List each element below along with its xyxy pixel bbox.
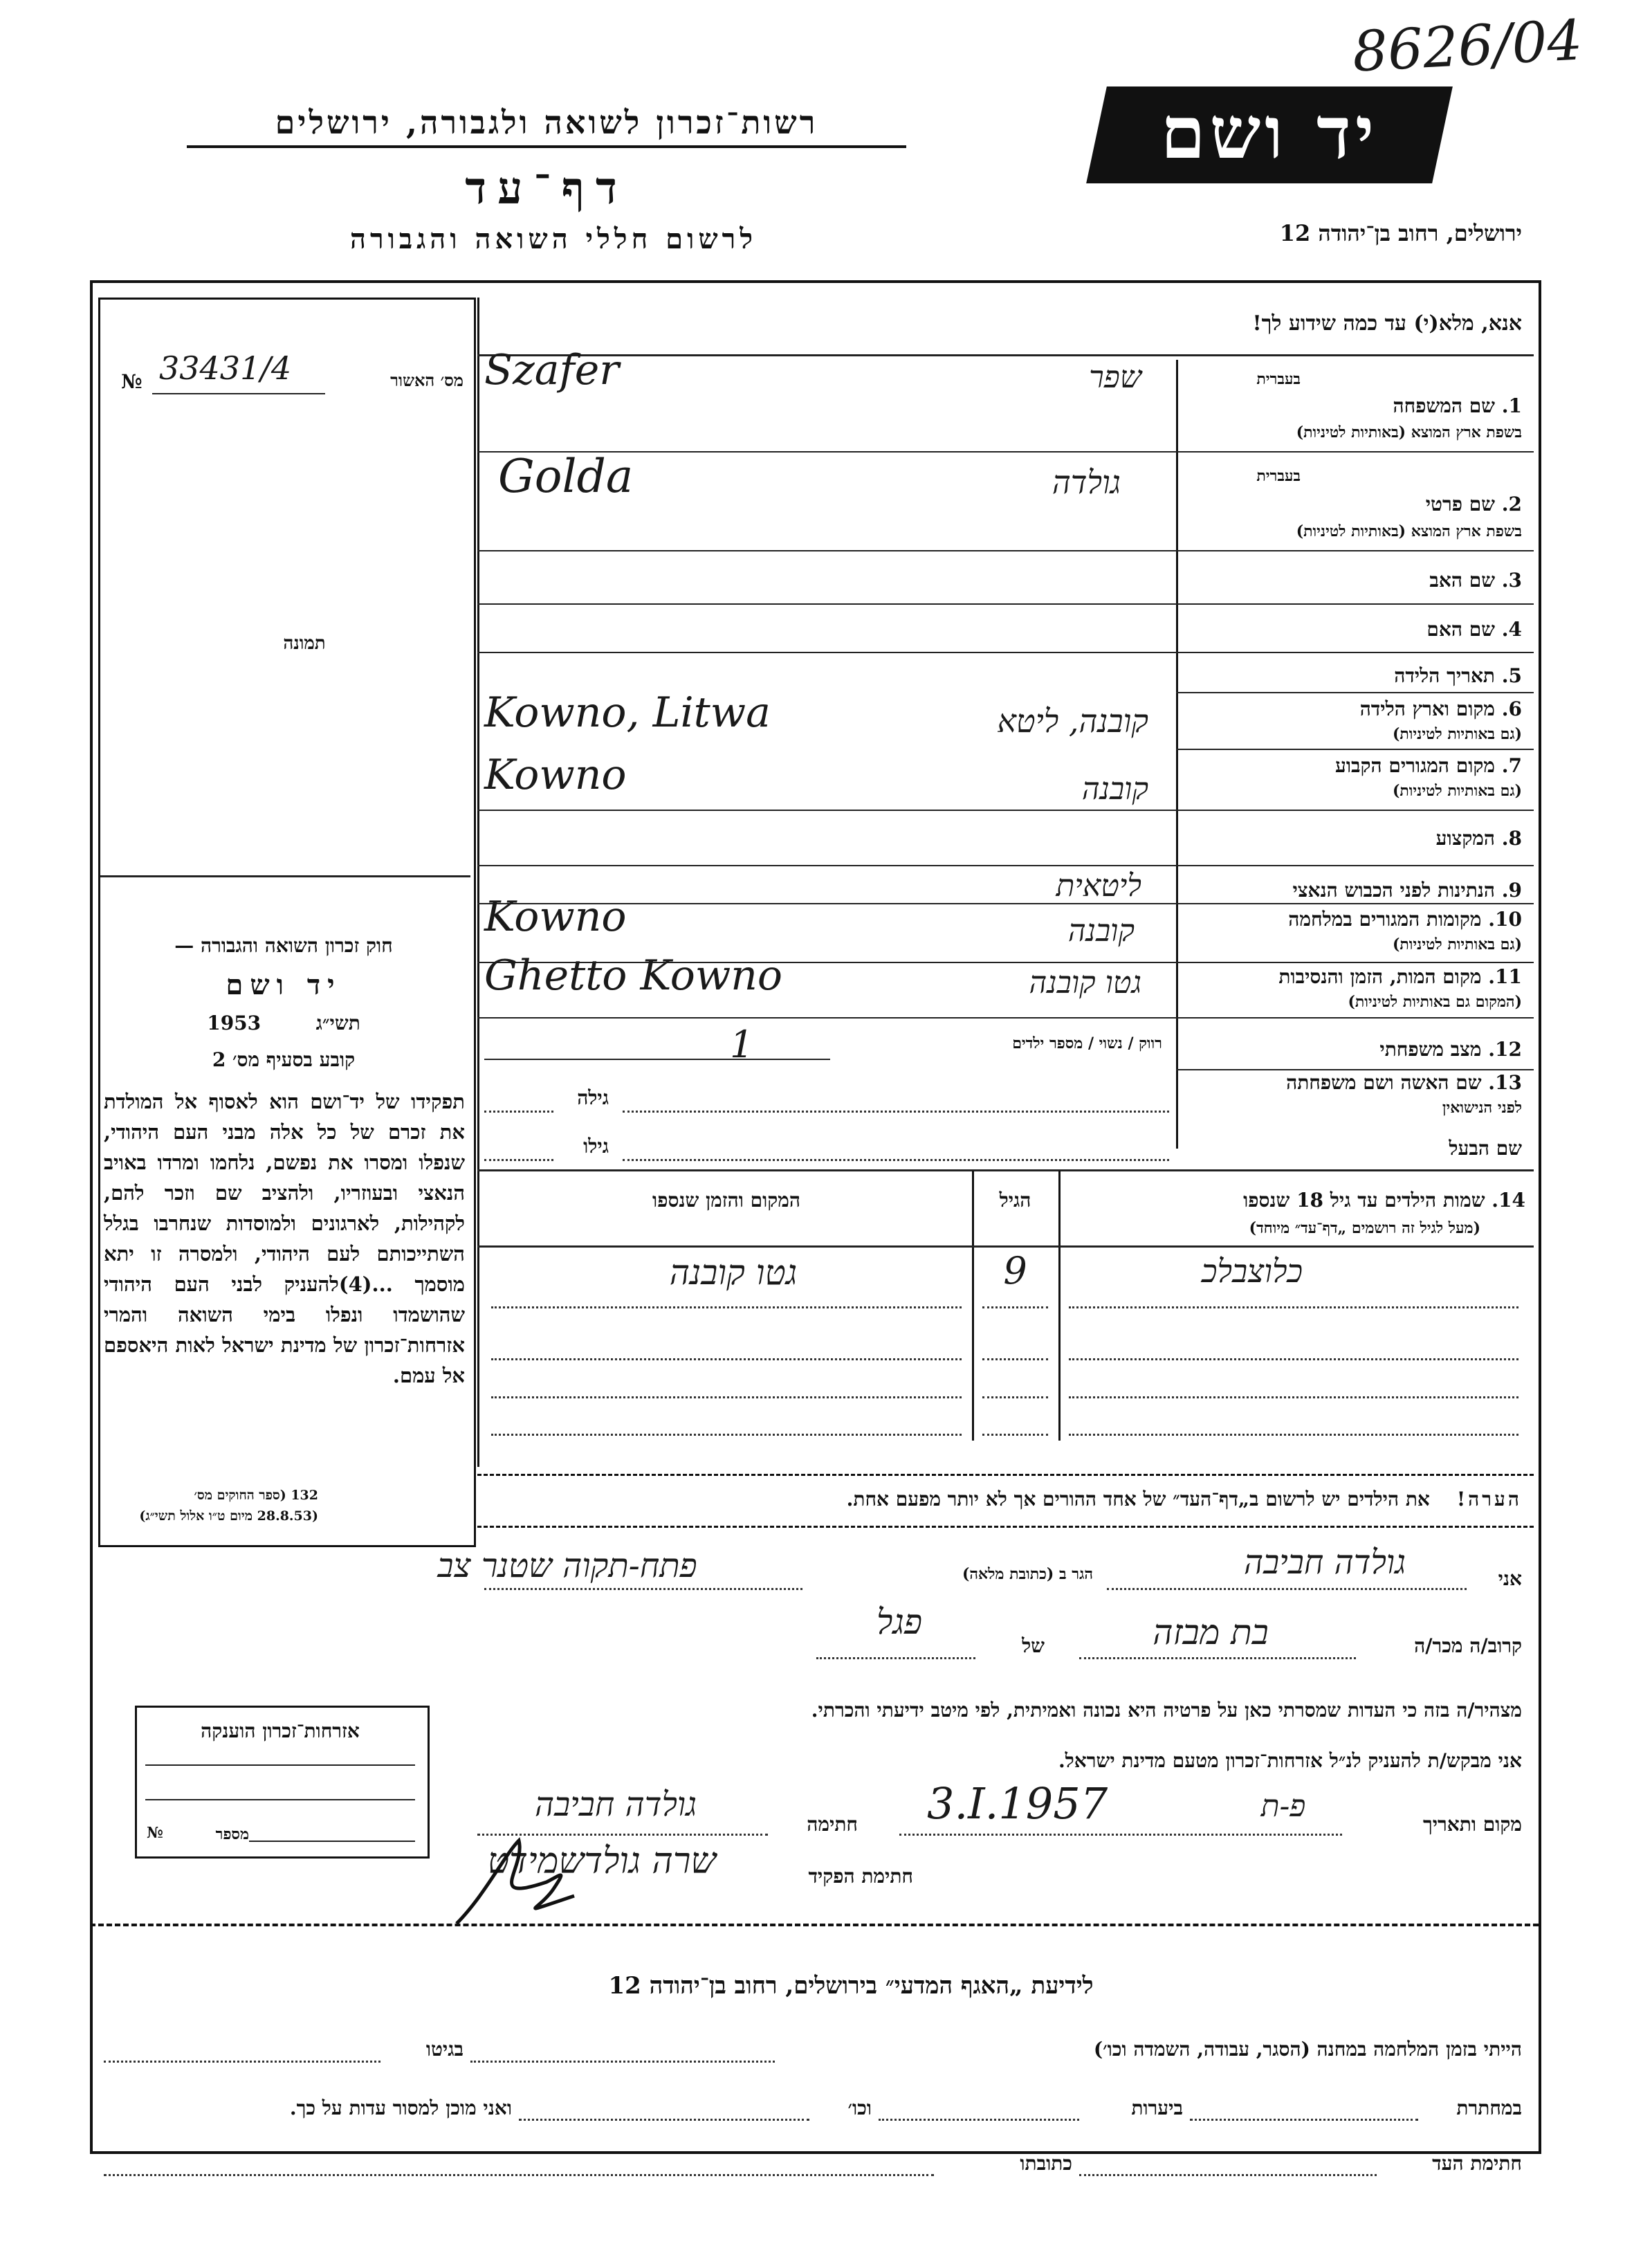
- field-13-age-label: גילה: [577, 1086, 609, 1109]
- field-8-title: המקצוע: [1435, 827, 1496, 850]
- child-row-line: [491, 1396, 962, 1398]
- photo-bottom-line: [100, 875, 470, 877]
- field-10-sub: (גם באותיות לטיניות): [1392, 935, 1522, 953]
- field-11-value-hebrew[interactable]: גטו קובנה: [1029, 965, 1141, 1001]
- field-1-value-latin[interactable]: Szafer: [484, 346, 619, 394]
- children-header-sub: (מעל לגיל זה רושמים „דף־עד״ מיוחד): [1249, 1219, 1480, 1237]
- field-2-title: שם פרטי: [1425, 493, 1496, 515]
- approval-line: [152, 393, 325, 394]
- child-row-line: [1069, 1396, 1518, 1398]
- field-13-number: 13.: [1488, 1071, 1522, 1094]
- children-title: שמות הילדים עד גיל 18 שנספו: [1243, 1189, 1485, 1212]
- footer-line1-a: הייתי בזמן המלחמה במחנה (הסגר, עבודה, השמדה וכו׳): [1093, 2038, 1522, 2061]
- field-12-title: מצב משפחתי: [1379, 1038, 1482, 1061]
- decl-relative-value[interactable]: בת מבזה: [1153, 1612, 1269, 1652]
- form-subtitle: לרשום חללי השואה והגבורה: [349, 223, 758, 255]
- field-1-hebrew-tag: בעברית: [1256, 370, 1301, 388]
- decl-relative-label: קרוב/ה מכר/ה: [1414, 1634, 1522, 1657]
- field-3-number: 3.: [1501, 569, 1522, 592]
- footer-title: לידיעת „האגף המדעי״ בירושלים, רחוב בן־יהודה 12: [608, 1972, 1094, 2000]
- field-12-rule: [1176, 1069, 1534, 1070]
- field-6-line: [1176, 749, 1534, 750]
- field-13-name-line: [623, 1111, 1169, 1113]
- field-4-title: שם האם: [1426, 618, 1496, 641]
- field-3-title: שם האב: [1429, 569, 1496, 592]
- field-12-sub: רווק / נשוי / מספר ילדים: [1012, 1034, 1162, 1052]
- decl-place-date-label: מקום ותאריך: [1422, 1813, 1522, 1836]
- cert-title: אזרחות־זכרון הוענקה: [201, 1719, 360, 1742]
- decl-place-date-line: [899, 1834, 1342, 1836]
- form-title: דף־עד: [465, 163, 628, 214]
- decl-line-1: מצהיר/ה בזה כי העדות שמסרתי כאן על פרטיה היא נכונה ואמיתית, לפי מיטב ידיעתי והכרתי.: [811, 1699, 1522, 1722]
- child-row-line: [491, 1358, 962, 1360]
- intro-line: [477, 354, 1534, 356]
- field-8-line: [477, 865, 1534, 866]
- photo-label: תמונה: [283, 633, 326, 654]
- decl-of-label: של: [1022, 1634, 1045, 1657]
- field-4-number: 4.: [1501, 618, 1522, 641]
- law-reference-1: 132 (ספר החוקים מס׳: [194, 1488, 318, 1503]
- law-year-hebrew: תשי״ג: [315, 1012, 360, 1034]
- field-10-value-latin[interactable]: Kowno: [484, 893, 627, 941]
- note-text: את הילדים יש לרשום ב„דף־העד״ של אחד ההורים אך לא יותר מפעם אחת.: [846, 1488, 1430, 1510]
- field-11-sub: (המקום גם באותיות לטיניות): [1348, 993, 1522, 1011]
- field-12-value[interactable]: 1: [730, 1023, 754, 1066]
- husband-label: שם הבעל: [1449, 1137, 1522, 1160]
- footer-line3-fill-a: [1079, 2174, 1377, 2176]
- footer-divider: [90, 1924, 1539, 1926]
- cert-number-line: [249, 1841, 415, 1842]
- field-11-title: מקום המות, הזמן והנסיבות: [1278, 965, 1482, 988]
- children-header: [1065, 1189, 1525, 1212]
- cert-line: [145, 1764, 415, 1766]
- decl-clerk-value[interactable]: שרה גולדשמידט: [487, 1841, 717, 1882]
- field-10-label: [1183, 908, 1522, 931]
- field-9-value-hebrew[interactable]: ליטאית: [1056, 868, 1141, 904]
- husband-name-line: [623, 1159, 1169, 1161]
- field-1-sub: בשפת ארץ המוצא (באותיות לטיניות): [1296, 423, 1522, 441]
- field-11-line: [477, 1017, 1534, 1019]
- approval-no-sign: №: [121, 370, 143, 393]
- field-12-number: 12.: [1488, 1038, 1522, 1061]
- decl-resides-label: הגר ב (כתובת מלאה): [962, 1565, 1093, 1583]
- decl-resides-value[interactable]: פתח-תקוה שטנר צב: [437, 1546, 697, 1585]
- footer-line2-b: ביערות: [1131, 2097, 1183, 2119]
- decl-date-value[interactable]: 3.I.1957: [927, 1778, 1108, 1829]
- children-number: 14.: [1492, 1189, 1525, 1212]
- document-number: 8626/04: [1350, 8, 1584, 84]
- child-row-line: [491, 1306, 962, 1308]
- field-8-label: [1183, 827, 1522, 850]
- decl-i-label: אני: [1498, 1567, 1522, 1590]
- children-col-divider-1: [972, 1171, 974, 1441]
- field-7-value-latin[interactable]: Kowno: [484, 751, 627, 799]
- field-2-value-latin[interactable]: Golda: [498, 450, 634, 503]
- field-5-label: [1183, 664, 1522, 688]
- field-9-title: הנתינות לפני הכבוש הנאצי: [1292, 879, 1496, 902]
- field-2-line: [477, 550, 1534, 551]
- footer-line3-a: חתימת העד: [1432, 2152, 1522, 2175]
- husband-age-label: גילו: [583, 1135, 609, 1158]
- field-12-line: [484, 1059, 830, 1060]
- decl-of-value[interactable]: פגל: [876, 1602, 923, 1642]
- field-6-value-hebrew[interactable]: קובנה, ליטא: [997, 702, 1148, 740]
- footer-line2-fill-a: [1190, 2119, 1418, 2121]
- field-13-label: [1183, 1071, 1522, 1095]
- footer-line1-fill: [470, 2061, 775, 2063]
- field-6-number: 6.: [1501, 697, 1522, 720]
- field-3-line: [477, 603, 1534, 605]
- approval-label: מס׳ האשור: [390, 370, 464, 390]
- decl-i-value[interactable]: גולדה חביבה: [1243, 1543, 1406, 1582]
- cert-number-label: מספר: [215, 1825, 249, 1843]
- field-7-label: [1183, 754, 1522, 778]
- decl-signature-value[interactable]: גולדה חביבה: [534, 1785, 697, 1824]
- law-clause: קובע בסעיף מס׳ 2: [212, 1048, 356, 1071]
- child-place[interactable]: גטו קובנה: [669, 1252, 798, 1293]
- cert-number-sign: №: [147, 1824, 163, 1842]
- field-5-number: 5.: [1501, 664, 1522, 687]
- footer-line1-fill-2: [104, 2061, 380, 2063]
- field-11-number: 11.: [1488, 965, 1522, 988]
- child-row-line: [1069, 1358, 1518, 1360]
- field-1-label: [1183, 394, 1522, 418]
- law-reference-2: (28.8.53 מיום ט״ו אלול תשי״ג): [139, 1508, 318, 1524]
- field-2-number: 2.: [1501, 493, 1522, 515]
- field-1-value-hebrew[interactable]: שפר: [1089, 360, 1141, 395]
- note-top-line: [477, 1474, 1534, 1476]
- field-6-label: [1183, 697, 1522, 721]
- children-age-col: הגיל: [999, 1189, 1031, 1212]
- decl-relative-line: [1079, 1657, 1356, 1659]
- logo-text: יד ושם: [1160, 90, 1379, 175]
- footer-line3-b: כתובתו: [1020, 2152, 1072, 2175]
- law-year: [104, 1012, 464, 1035]
- field-11-label: [1183, 965, 1522, 989]
- field-6-value-latin[interactable]: Kowno, Litwa: [484, 688, 771, 737]
- field-2-hebrew-tag: בעברית: [1256, 467, 1301, 485]
- field-1-line: [477, 451, 1534, 453]
- field-6-sub: (גם באותיות לטיניות): [1392, 725, 1522, 743]
- note-label: הערה!: [1456, 1488, 1522, 1510]
- form-divider-labels: [1176, 360, 1178, 1149]
- child-age[interactable]: 9: [1003, 1249, 1027, 1293]
- address: ירושלים, רחוב בן־יהודה 12: [1279, 220, 1522, 246]
- field-10-title: מקומות המגורים במלחמה: [1288, 908, 1482, 931]
- decl-signature-label: חתימה: [807, 1813, 858, 1836]
- decl-line-2: אני מבקש/ת להעניק לנ״ל אזרחות־זכרון מטעם מדינת ישראל.: [1058, 1749, 1522, 1772]
- field-11-value-latin[interactable]: Ghetto Kowno: [484, 951, 782, 1000]
- note-bottom-line: [477, 1526, 1534, 1528]
- child-row-line: [982, 1434, 1048, 1436]
- footer-line2-fill-c: [519, 2119, 809, 2121]
- field-12-label: [1183, 1038, 1522, 1061]
- child-row-line: [982, 1306, 1048, 1308]
- field-10-value-hebrew[interactable]: קובנה: [1067, 913, 1135, 949]
- child-name[interactable]: כלוצבלכ: [1201, 1252, 1303, 1290]
- field-9-label: [1183, 879, 1522, 902]
- clerk-signature-scribble: [443, 1827, 581, 1937]
- field-10-number: 10.: [1488, 908, 1522, 931]
- decl-i-line: [1107, 1588, 1467, 1590]
- field-1-title: שם המשפחה: [1393, 394, 1496, 417]
- field-2-sub: בשפת ארץ המוצא (באותיות לטיניות): [1296, 522, 1522, 540]
- field-5-line: [1176, 692, 1534, 693]
- cert-line: [145, 1799, 415, 1800]
- child-row-line: [1069, 1434, 1518, 1436]
- field-2-value-hebrew[interactable]: גולדה: [1052, 464, 1121, 501]
- child-row-line: [491, 1434, 962, 1436]
- child-row-line: [982, 1396, 1048, 1398]
- authority-name: רשות־זכרון לשואה ולגבורה, ירושלים: [187, 104, 906, 148]
- field-7-value-hebrew[interactable]: קובנה: [1081, 772, 1148, 807]
- law-title: חוק זכרון השואה והגבורה —: [174, 934, 393, 957]
- law-year-number: 1953: [207, 1012, 261, 1034]
- field-13-age-line: [484, 1111, 553, 1113]
- field-8-number: 8.: [1501, 827, 1522, 850]
- field-13-title: שם האשה ושם משפחתה: [1286, 1071, 1482, 1094]
- field-3-label: [1183, 569, 1522, 592]
- decl-resides-line: [484, 1588, 802, 1590]
- field-7-number: 7.: [1501, 754, 1522, 777]
- law-logo: יד ושם: [226, 969, 342, 1001]
- intro-text: אנא, מלא(י) עד כמה שידוע לך!: [1252, 311, 1522, 336]
- child-row-line: [982, 1358, 1048, 1360]
- children-header-line: [477, 1245, 1534, 1248]
- footer-line2-c: וכו׳: [847, 2097, 872, 2119]
- decl-place-value[interactable]: פ-ת: [1260, 1789, 1306, 1824]
- field-13-sub: לפני הנישואין: [1442, 1099, 1522, 1117]
- field-7-title: מקום המגורים הקבוע: [1335, 754, 1496, 777]
- field-4-line: [477, 652, 1534, 653]
- field-6-title: מקום וארץ הלידה: [1359, 697, 1496, 720]
- footer-line2-fill-b: [879, 2119, 1079, 2121]
- footer-line2-d: ואני מוכן למסור עדות על כך.: [289, 2097, 512, 2119]
- field-5-title: תאריך הלידה: [1394, 664, 1496, 687]
- approval-number: 33431/4: [159, 349, 292, 387]
- decl-clerk-label: חתימת הפקיד: [808, 1865, 913, 1888]
- field-2-label: [1183, 493, 1522, 516]
- husband-age-line: [484, 1159, 553, 1161]
- footer-line1-b: בגיטו: [425, 2038, 464, 2061]
- children-col-divider-2: [1058, 1171, 1061, 1441]
- law-text: תפקידו של יד־ושם הוא לאסוף אל המולדת את זכרם של כל אלה מבני העם היהודי, שנפלו ומסרו את נפשם, נלחמו ומרדו באויב הנאצי ובעוזריו, ולהציב שם וזכר להם, לקהילות, לארגונים ולמוסדות שנחרבו בגלל השתייכותם לעם היהודי, ולמסרה זו יתא מוסמך ...(4)להעניק לבני העם היהודי שהושמדו ונפלו בימי השואה והמרי אזרחות־זכרון של מדינת ישראל לאות היאספם אל עמם.: [104, 1090, 465, 1387]
- field-9-line: [477, 903, 1534, 904]
- field-4-label: [1183, 618, 1522, 641]
- field-1-number: 1.: [1501, 394, 1522, 417]
- children-table: [477, 1171, 1534, 1451]
- footer-line2-a: במחתרת: [1456, 2097, 1522, 2119]
- field-9-number: 9.: [1501, 879, 1522, 902]
- footer-line3-fill-b: [104, 2174, 934, 2176]
- decl-of-line: [816, 1657, 975, 1659]
- children-note: [484, 1488, 1522, 1511]
- children-place-col: המקום והזמן שנספו: [652, 1189, 800, 1212]
- field-7-sub: (גם באותיות לטיניות): [1392, 782, 1522, 800]
- field-7-line: [477, 810, 1534, 811]
- child-row-line: [1069, 1306, 1518, 1308]
